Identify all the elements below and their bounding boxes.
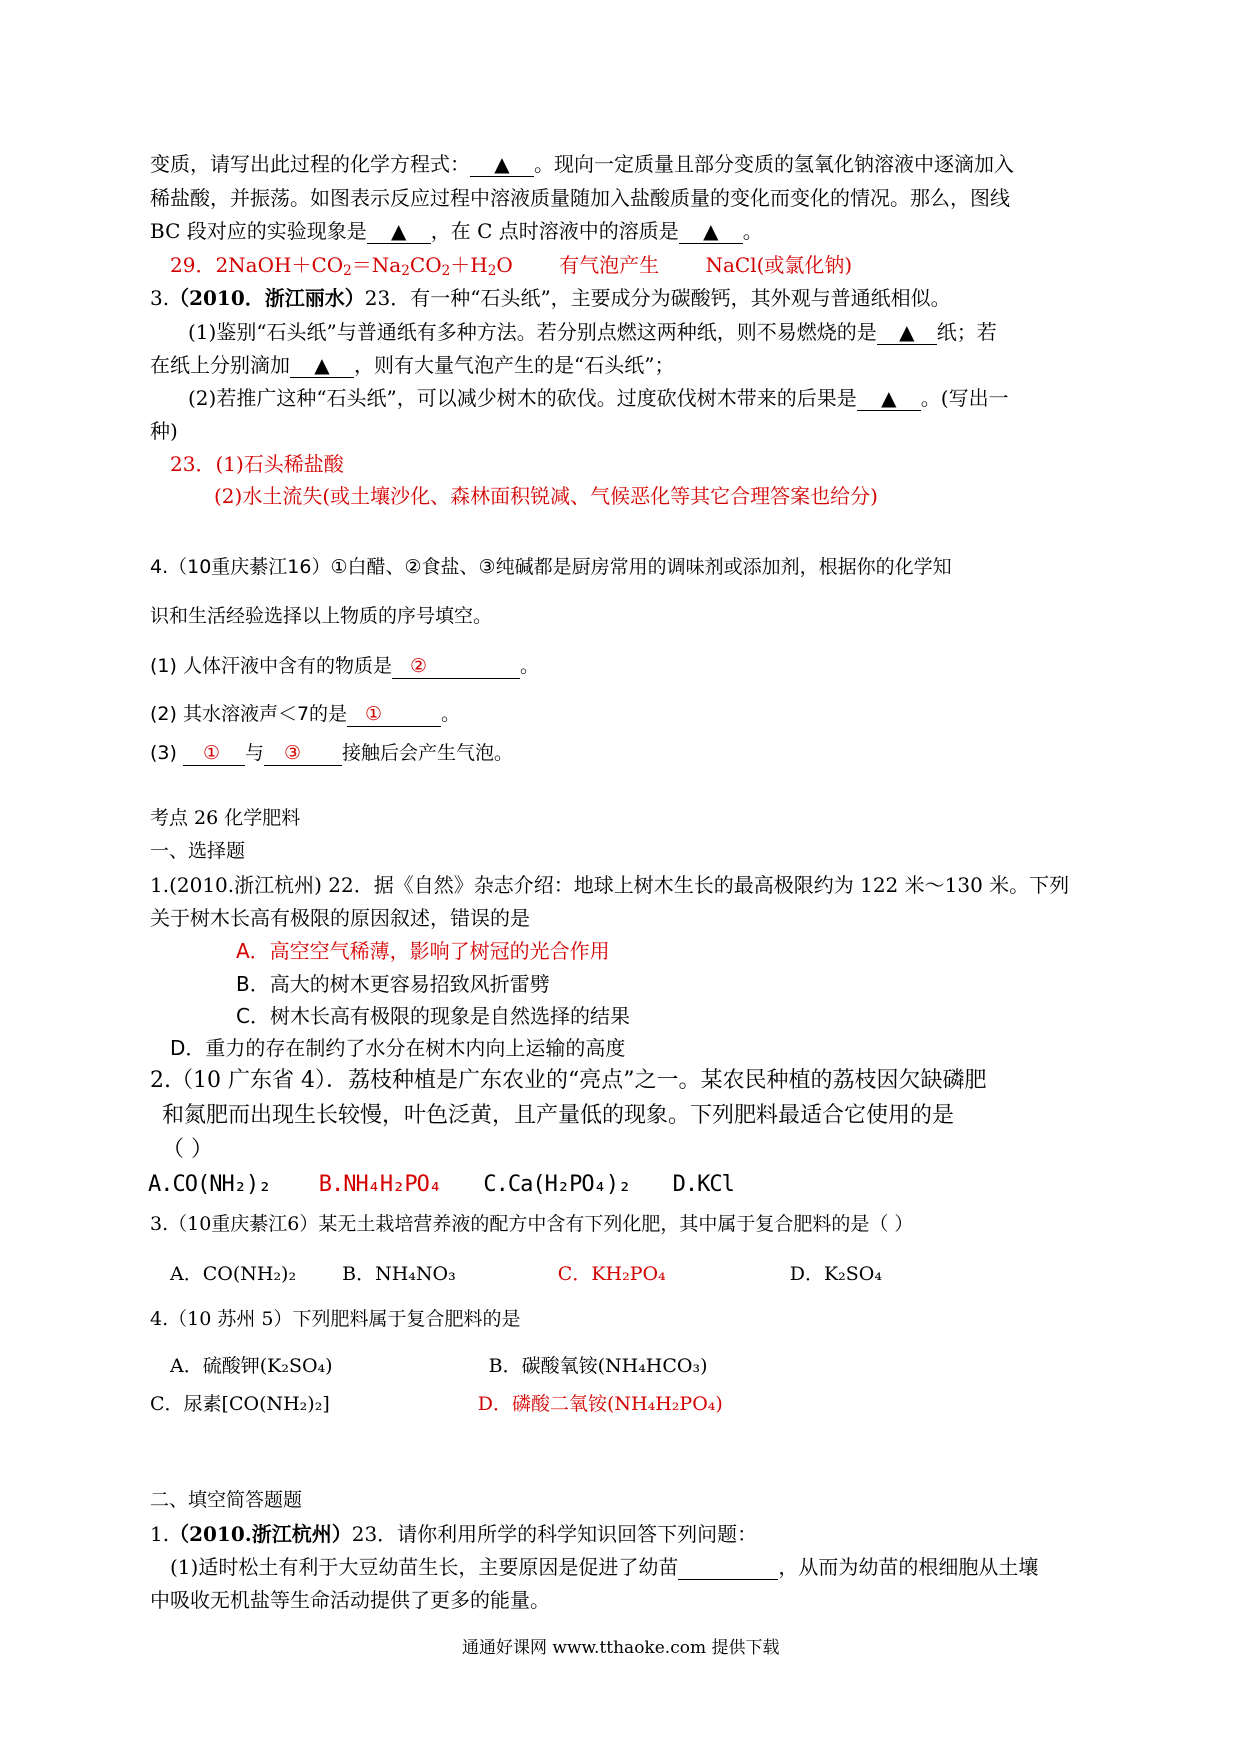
s26-f1-sub1-cont: 中吸收无机盐等生命活动提供了更多的能量。 xyxy=(150,1588,550,1612)
q3-answer-1: 23．(1)石头稀盐酸 xyxy=(170,452,344,476)
s26-q4-options-row2 xyxy=(150,1393,723,1416)
q3-head: 3.（2010．浙江丽水）23．有一种“石头纸”，主要成分为碳酸钙，其外观与普通纸相似。 xyxy=(150,286,951,310)
q-prev-line-1: 变质，请写出此过程的化学方程式： ▲ 。现向一定质量且部分变质的氢氧化钠溶液中逐滴加入 xyxy=(150,152,1014,176)
s26-q2-option-d: D.KCl xyxy=(672,1172,734,1197)
q4-sub2: (2) 其水溶液声＜7的是 ① 。 xyxy=(150,703,461,725)
s26-q1-option-b: B．高大的树木更容易招致风折雷劈 xyxy=(236,972,550,996)
page-footer: 通通好课网 www.tthaoke.com 提供下载 xyxy=(462,1638,780,1658)
answer-blank: ▲ xyxy=(679,219,743,244)
s26-q3-option-a: A．CO(NH₂)₂ xyxy=(170,1263,297,1285)
answer-blank: ① xyxy=(183,742,245,766)
q4-head-cont: 识和生活经验选择以上物质的序号填空。 xyxy=(150,605,493,627)
answer-blank: ▲ xyxy=(470,152,534,177)
s26-q4-option-b: B．碳酸氧铵(NH₄HCO₃) xyxy=(488,1355,708,1377)
answer-29: 29．$2NaOH+CO_2=Na_2CO_2+H_2O$ 有气泡产生 NaCl(或氯化钠) xyxy=(170,253,853,279)
answer-blank: ② xyxy=(392,655,520,679)
s26-q2-option-a: A.CO(NH₂)₂ xyxy=(148,1172,271,1197)
q4-sub3: (3) ① 与 ③ 接触后会产生气泡。 xyxy=(150,742,513,764)
answer-blank: ③ xyxy=(264,742,342,766)
s26-f1-head: 1.（2010.浙江杭州）23．请你利用所学的科学知识回答下列问题： xyxy=(150,1522,758,1546)
s26-q1-option-a: A．高空空气稀薄，影响了树冠的光合作用 xyxy=(236,939,610,963)
s26-q3-stem: 3.（10重庆綦江6）某无土栽培营养液的配方中含有下列化肥，其中属于复合肥料的是（ ） xyxy=(150,1213,914,1235)
s26-q2-line1: 2.（10 广东省 4）．荔枝种植是广东农业的“亮点”之一。某农民种植的荔枝因欠缺磷肥 xyxy=(150,1068,987,1093)
q3-sub1: (1)鉴别“石头纸”与普通纸有多种方法。若分别点燃这两种纸，则不易燃烧的是 ▲ 纸；若 xyxy=(188,320,997,344)
s26-q2-line2: 和氮肥而出现生长较慢，叶色泛黄，且产量低的现象。下列肥料最适合它使用的是 xyxy=(162,1103,955,1128)
s26-q4-option-c: C．尿素[CO(NH₂)₂] xyxy=(150,1393,330,1415)
s26-q2-line3: （ ） xyxy=(162,1137,213,1162)
answer-blank: ▲ xyxy=(367,219,431,244)
s26-q4-option-d: D．磷酸二氧铵(NH₄H₂PO₄) xyxy=(477,1393,723,1415)
s26-q3-option-c: C．KH₂PO₄ xyxy=(557,1263,666,1285)
answer-blank xyxy=(678,1555,778,1580)
s26-q1-line2: 关于树木长高有极限的原因叙述，错误的是 xyxy=(150,906,530,930)
answer-blank: ① xyxy=(347,703,441,727)
q-prev-line-3: BC 段对应的实验现象是 ▲ ，在 C 点时溶液中的溶质是 ▲ 。 xyxy=(150,219,763,243)
s26-q1-option-d: D．重力的存在制约了水分在树木内向上运输的高度 xyxy=(170,1036,626,1060)
s26-q1-option-c: C．树木长高有极限的现象是自然选择的结果 xyxy=(236,1004,630,1028)
part-heading-fill: 二、填空简答题题 xyxy=(150,1489,303,1511)
s26-f1-sub1: (1)适时松土有利于大豆幼苗生长，主要原因是促进了幼苗 ，从而为幼苗的根细胞从土壤 xyxy=(170,1555,1039,1579)
s26-q3-options xyxy=(170,1263,882,1286)
s26-q3-option-d: D．K₂SO₄ xyxy=(789,1263,882,1285)
q3-sub1-cont: 在纸上分别滴加 ▲ ，则有大量气泡产生的是“石头纸”； xyxy=(150,353,675,377)
part-heading-choice: 一、选择题 xyxy=(150,840,246,862)
q3-sub2-cont: 种) xyxy=(150,419,178,443)
answer-blank: ▲ xyxy=(877,320,937,345)
s26-q4-options-row1 xyxy=(170,1355,708,1378)
answer-blank: ▲ xyxy=(857,386,921,411)
s26-q4-option-a: A．硫酸钾(K₂SO₄) xyxy=(170,1355,333,1377)
s26-q1-line1: 1.(2010.浙江杭州) 22．据《自然》杂志介绍：地球上树木生长的最高极限约为 122 米～130 米。下列 xyxy=(150,873,1070,897)
q4-sub1: (1) 人体汗液中含有的物质是 ② 。 xyxy=(150,655,539,677)
s26-q3-option-b: B．NH₄NO₃ xyxy=(342,1263,456,1285)
answer-blank: ▲ xyxy=(290,353,354,378)
q-prev-line-2: 稀盐酸，并振荡。如图表示反应过程中溶液质量随加入盐酸质量的变化而变化的情况。那么，图线 xyxy=(150,186,1010,210)
s26-q2-option-b: B.NH₄H₂PO₄ xyxy=(318,1172,442,1197)
s26-q2-option-c: C.Ca(H₂PO₄)₂ xyxy=(483,1172,631,1197)
section-title: 考点 26 化学肥料 xyxy=(150,807,301,829)
q4-head: 4.（10重庆綦江16）①白醋、②食盐、③纯碱都是厨房常用的调味剂或添加剂，根据你的化学知 xyxy=(150,556,952,578)
q3-sub2: (2)若推广这种“石头纸”，可以减少树木的砍伐。过度砍伐树木带来的后果是 ▲ 。(写出一 xyxy=(188,386,1009,410)
s26-q4-stem: 4.（10 苏州 5）下列肥料属于复合肥料的是 xyxy=(150,1308,521,1330)
s26-q2-options xyxy=(148,1172,734,1198)
q3-answer-2: (2)水土流失(或土壤沙化、森林面积锐减、气候恶化等其它合理答案也给分) xyxy=(214,484,878,508)
